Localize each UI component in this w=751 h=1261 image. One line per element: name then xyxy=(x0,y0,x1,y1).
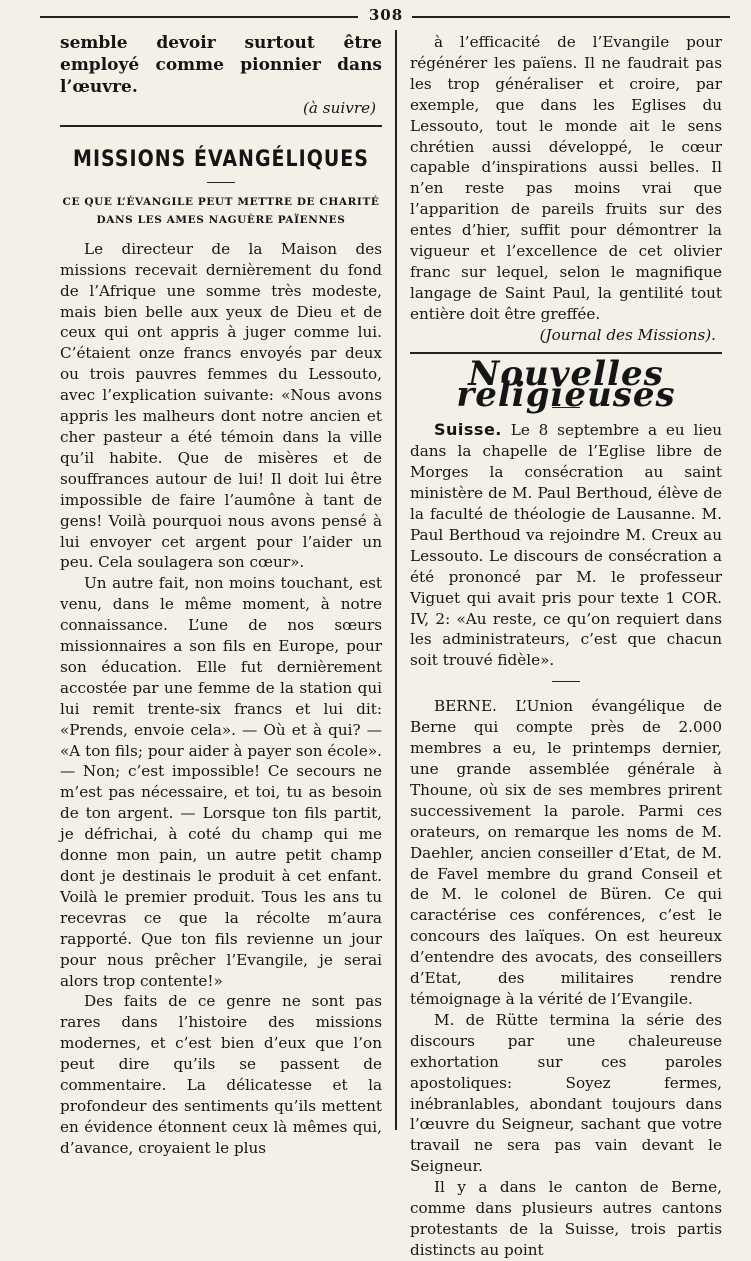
news-divider xyxy=(552,681,580,682)
subtitle-line-1: CE QUE L’ÉVANGILE PEUT METTRE DE CHARITÉ xyxy=(62,195,380,208)
left-column xyxy=(60,32,382,1159)
section-rule xyxy=(60,125,382,127)
news-suisse-text: Le 8 septembre a eu lieu dans la chapelle de l’Eglise libre de Morges la consécration au saint ministère de M. Paul Berthoud, élève de la faculté de théologie de Lausanne. M. Paul Berthoud va rejoindre M. Creux au Lessouto. Le discours de consécration a été prononcé par M. le professeur Viguet qui avait pris pour texte 1 COR. IV, 2: «Au reste, ce qu’on requiert dans les administrateurs, c’est que chacun soit trouvé fidèle». xyxy=(410,421,723,670)
article-paragraph-3: Des faits de ce genre ne sont pas rares dans l’histoire des missions modernes, et c’est bien d’eux que l’on peut dire qu’ils se passent de commentaire. La délicatesse et la profondeur des sentiments qu’ils mettent en évidence étonnent ceux là mêmes qui, d’avance, croyaient le plus xyxy=(60,992,382,1157)
article-subtitle xyxy=(60,193,382,229)
page-number: 308 xyxy=(368,6,404,24)
section-title-missions: MISSIONS ÉVANGÉLIQUES xyxy=(73,146,369,172)
news-berne-parties: Il y a dans le canton de Berne, comme dans plusieurs autres cantons protestants de la Suisse, trois partis distincts au point xyxy=(410,1178,722,1259)
news-berne-text: L’Union évangélique de Berne qui compte près de 2.000 membres a eu, le printemps dernier, une grande assemblée générale à Thoune, où six de ses membres prirent successivement la parole. Parmi ces orateurs, on remarque les noms de M. Daehler, ancien conseiller d’Etat, de M. de Favel membre du grand Conseil et de M. le colonel de Büren. Ce qui caractérise ces conférences, c’est le concours des laïques. On est heureux d’entendre des avocats, des conseillers d’Etat, des militaires rendre témoignage à la vérité de l’Evangile. xyxy=(410,697,722,1008)
news-suisse-lead: Suisse. xyxy=(434,420,502,440)
news-suisse xyxy=(410,420,722,671)
to-be-continued: (à suivre) xyxy=(303,99,376,117)
header-rule-right xyxy=(412,16,730,18)
title-divider xyxy=(207,182,235,183)
page-header xyxy=(40,6,730,26)
article-paragraph-2: Un autre fait, non moins touchant, est venu, dans le même moment, à notre connaissance. L’une de nos sœurs missionnaires a son fils en Europe, pour son éducation. Elle fut dernièrement accostée par une femme de la station qui lui remit trente-six francs et lui dit: «Prends, envoie cela». — Où et à qui? — «A ton fils; pour aider à payer son école». — Non; c’est impossible! Ce secours ne m’est pas nécessaire, et toi, tu as besoin de ton argent. — Lorsque ton fils partit, je défrichai, à coté du champ qui me donne mon pain, un autre petit champ dont je destinais le produit à cet enfant. Voilà le premier produit. Tous les ans tu recevras ce que la récolte m’aura rapporté. Que ton fils revienne un jour pour nous prêcher l’Evangile, je serai alors trop contente!» xyxy=(60,574,382,990)
continued-paragraph: semble devoir surtout être employé comme pionnier dans l’œuvre. xyxy=(60,33,382,97)
section-title-nouvelles: Nouvelles religieuses xyxy=(456,353,676,415)
column-divider xyxy=(395,30,397,1130)
article-paragraph-1: Le directeur de la Maison des missions recevait dernièrement du fond de l’Afrique une somme très modeste, mais bien belle aux yeux de Dieu et de ceux qui ont appris à juger comme lui. C’étaient onze francs envoyés par deux ou trois pauvres femmes du Lessouto, avec l’explication suivante: «Nous avons appris les malheurs dont notre ancien et cher pasteur a été témoin dans la ville qu’il habite. Que de misères et de souffrances autour de lui! Il doit lui être impossible de faire l’aumône à tant de gens! Voilà pourquoi nous avons pensé à lui envoyer cet argent pour l’aider un peu. Cela soulagera son cœur». xyxy=(60,239,382,572)
news-berne xyxy=(410,696,722,1010)
news-rutte: M. de Rütte termina la série des discours par une chaleureuse exhortation sur ces paroles apostoliques: Soyez fermes, inébranlables, abondant toujours dans l’œuvre du Seigneur, sachant que votre travail ne sera pas vain devant le Seigneur. xyxy=(410,1010,722,1176)
right-column xyxy=(410,32,722,1261)
article-continuation: à l’efficacité de l’Evangile pour régénérer les païens. Il ne faudrait pas les trop généraliser et croire, par exemple, que dans les Eglises du Lessouto, tout le monde ait le sens chrétien aussi développé, le cœur capable d’inspirations aussi belles. Il n’en reste pas moins vrai que l’apparition de pareils fruits sur des entes d’hier, suffit pour démontrer la vigueur et l’excellence de cet olivier franc sur lequel, selon le magnifique langage de Saint Paul, la gentilité tout entière doit être greffée. xyxy=(410,33,722,323)
header-rule-left xyxy=(40,16,358,18)
subtitle-line-2: DANS LES AMES NAGUÈRE PAÏENNES xyxy=(96,213,346,226)
news-berne-lead: BERNE. xyxy=(434,697,497,716)
article-source: (Journal des Missions). xyxy=(539,325,716,344)
